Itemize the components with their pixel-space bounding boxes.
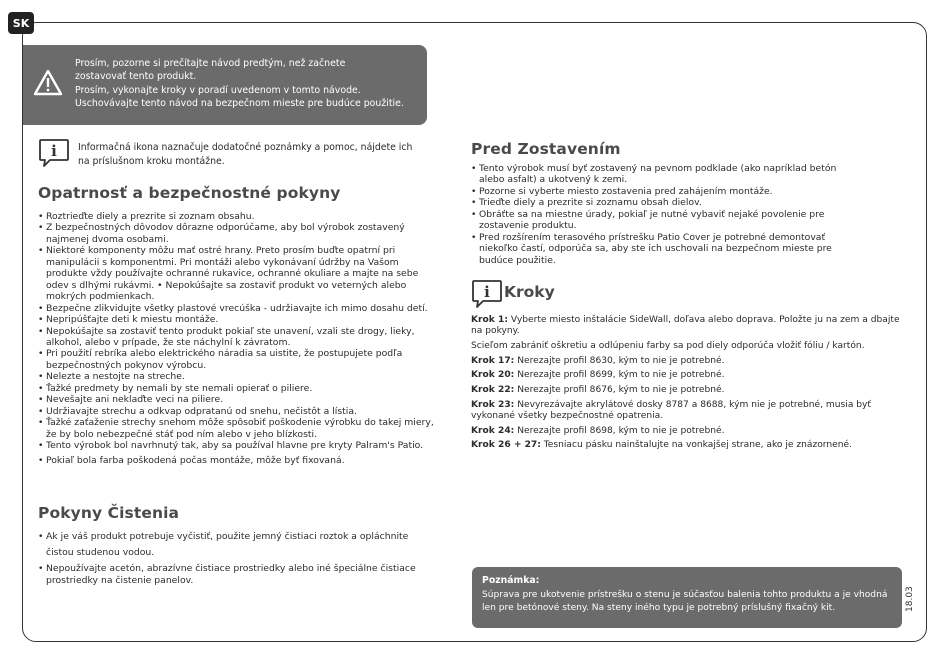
note-text: Súprava pre ukotvenie prístrešku o stenu je súčasťou balenia tohto produktu a je vhodná len pre betónové steny. Na steny iného typu je potrebný príslušný fixačný kit. xyxy=(482,590,888,613)
step-item xyxy=(471,426,911,437)
step-text: Nerezajte profil 8630, kým to nie je potrebné. xyxy=(514,355,725,366)
step-text: Vyberte miesto inštalácie SideWall, doľava alebo doprava. Položte ju na zem a dbajte na pokyny. xyxy=(471,315,900,337)
list-item: • Udržiavajte strechu a odkvap odpratanú od snehu, nečistôt a lístia. xyxy=(38,406,443,417)
warning-box xyxy=(23,45,427,125)
list-item: • Pred rozšírením terasového prístrešku Patio Cover je potrebné demontovať niekoľko častí, odporúča sa, aby ste ich uschovali na bezpečnom mieste pre budúce použitie. xyxy=(471,232,851,266)
steps-list xyxy=(471,315,911,455)
list-item: • Pokiaľ bola farba poškodená počas montáže, môže byť fixovaná. xyxy=(38,455,443,466)
step-text: Scieľom zabrániť oškretiu a odlúpeniu farby sa pod diely odporúča vložiť fóliu / kartón. xyxy=(471,340,865,351)
list-item: • Ak je váš produkt potrebuje vyčistiť, použite jemný čistiaci roztok a opláchnite čistou studenou vodou. xyxy=(38,529,428,560)
step-label: Krok 22: xyxy=(471,385,515,396)
warning-line: Prosím, vykonajte kroky v poradí uvedenom v tomto návode. xyxy=(75,84,361,96)
step-label: Krok 20: xyxy=(471,370,515,381)
step-text: Nerezajte profil 8699, kým to nie je potrebné. xyxy=(514,370,725,381)
list-item: • Pri použití rebríka alebo elektrického náradia sa uistite, že postupujete podľa bezpečnostných pokynov výrobcu. xyxy=(38,348,443,371)
step-label: Krok 26 + 27: xyxy=(471,440,541,451)
step-item xyxy=(471,440,911,451)
list-item: • Z bezpečnostných dôvodov dôrazne odporúčame, aby bol výrobok zostavený najmenej dvoma osobami. xyxy=(38,222,443,245)
list-item: • Obráťte sa na miestne úrady, pokiaľ je nutné vybaviť nejaké povolenie pre zostavenie produktu. xyxy=(471,209,851,232)
step-item xyxy=(471,356,911,367)
before-list xyxy=(471,163,851,266)
note-title: Poznámka: xyxy=(482,575,540,586)
list-item: • Nepripúšťajte deti k miestu montáže. xyxy=(38,314,443,325)
note-box xyxy=(472,567,902,628)
list-item: • Nepoužívajte acetón, abrazívne čistiace prostriedky alebo iné špeciálne čistiace prostriedky na čistenie panelov. xyxy=(38,563,428,586)
step-text: Nerezajte profil 8676, kým to nie je potrebné. xyxy=(514,385,725,396)
warning-line: Uschovávajte tento návod na bezpečnom mieste pre budúce použitie. xyxy=(75,98,404,110)
step-item xyxy=(471,385,911,396)
before-title: Pred Zostavením xyxy=(471,140,621,158)
step-item xyxy=(471,370,911,381)
list-item: • Tento výrobok musí byť zostavený na pevnom podklade (ako napríklad betón alebo asfalt) a ukotvený k zemi. xyxy=(471,163,851,186)
cleaning-list xyxy=(38,529,428,586)
cleaning-title: Pokyny Čistenia xyxy=(38,504,180,522)
step-item xyxy=(471,400,911,422)
step-label: Krok 23: xyxy=(471,399,515,410)
page-code: 18.03 xyxy=(905,586,915,612)
warning-triangle-icon xyxy=(33,69,63,96)
list-item: • Ťažké predmety by nemali by ste nemali opierať o piliere. xyxy=(38,383,443,394)
step-item xyxy=(471,315,911,337)
list-item: • Roztrieďte diely a prezrite si zoznam obsahu. xyxy=(38,211,443,222)
language-badge: SK xyxy=(8,12,34,34)
list-item: • Niektoré komponenty môžu mať ostré hrany. Preto prosím buďte opatrní pri manipulácii s komponentmi. Pri montáži alebo vykonávaní údržby na Vašom produkte vždy používajte ochranné rukavice, ochranné okuliare a majte na sebe odev s dlhými rukávmi. • Nepokúšajte sa zostaviť produkt vo veterných alebo mokrých podmienkach. xyxy=(38,245,443,302)
step-label: Krok 17: xyxy=(471,355,515,366)
svg-text:i: i xyxy=(51,142,57,160)
steps-title: Kroky xyxy=(504,283,555,301)
list-item: • Tento výrobok bol navrhnutý tak, aby sa používal hlavne pre kryty Palram's Patio. xyxy=(38,440,443,451)
list-item: • Nelezte a nestojte na streche. xyxy=(38,371,443,382)
warning-text xyxy=(75,57,420,111)
warning-line: zostavovať tento produkt. xyxy=(75,71,197,83)
list-item: • Bezpečne zlikvidujte všetky plastové vrecúška - udržiavajte ich mimo dosahu detí. xyxy=(38,303,443,314)
list-item: • Trieďte diely a prezrite si zoznamu obsah dielov. xyxy=(471,197,851,208)
list-item: • Pozorne si vyberte miesto zostavenia pred zahájením montáže. xyxy=(471,186,851,197)
info-icon xyxy=(471,279,503,309)
step-label: Krok 24: xyxy=(471,425,515,436)
safety-list xyxy=(38,211,443,466)
step-text: Nerezajte profil 8698, kým to nie je potrebné. xyxy=(514,425,725,436)
step-text: Tesniacu pásku nainštalujte na vonkajšej strane, ako je znázornené. xyxy=(540,440,852,451)
list-item: • Nepokúšajte sa zostaviť tento produkt pokiaľ ste unavení, vzali ste drogy, lieky, alkohol, alebo v prípade, že ste náchylní k závratom. xyxy=(38,326,443,349)
svg-text:i: i xyxy=(484,283,490,301)
list-item: • Ťažké zaťaženie strechy snehom môže spôsobiť poškodenie výrobku do takej miery, že by bolo nebezpečné stáť pod ním alebo v jeho blízkosti. xyxy=(38,417,443,440)
info-note-text: Informačná ikona naznačuje dodatočné poznámky a pomoc, nájdete ich na príslušnom kroku montážne. xyxy=(78,142,413,167)
list-item: • Nevešajte ani neklaďte veci na piliere. xyxy=(38,394,443,405)
warning-line: Prosím, pozorne si prečítajte návod predtým, než začnete xyxy=(75,58,346,69)
step-item xyxy=(471,341,911,352)
safety-title: Opatrnosť a bezpečnostné pokyny xyxy=(38,184,341,202)
step-text: Nevyrezávajte akrylátové dosky 8787 a 8688, kým nie je potrebné, musia byť vykonané všetky bezpečnostné opatrenia. xyxy=(471,399,871,421)
step-label: Krok 1: xyxy=(471,315,508,325)
info-icon xyxy=(38,138,70,168)
